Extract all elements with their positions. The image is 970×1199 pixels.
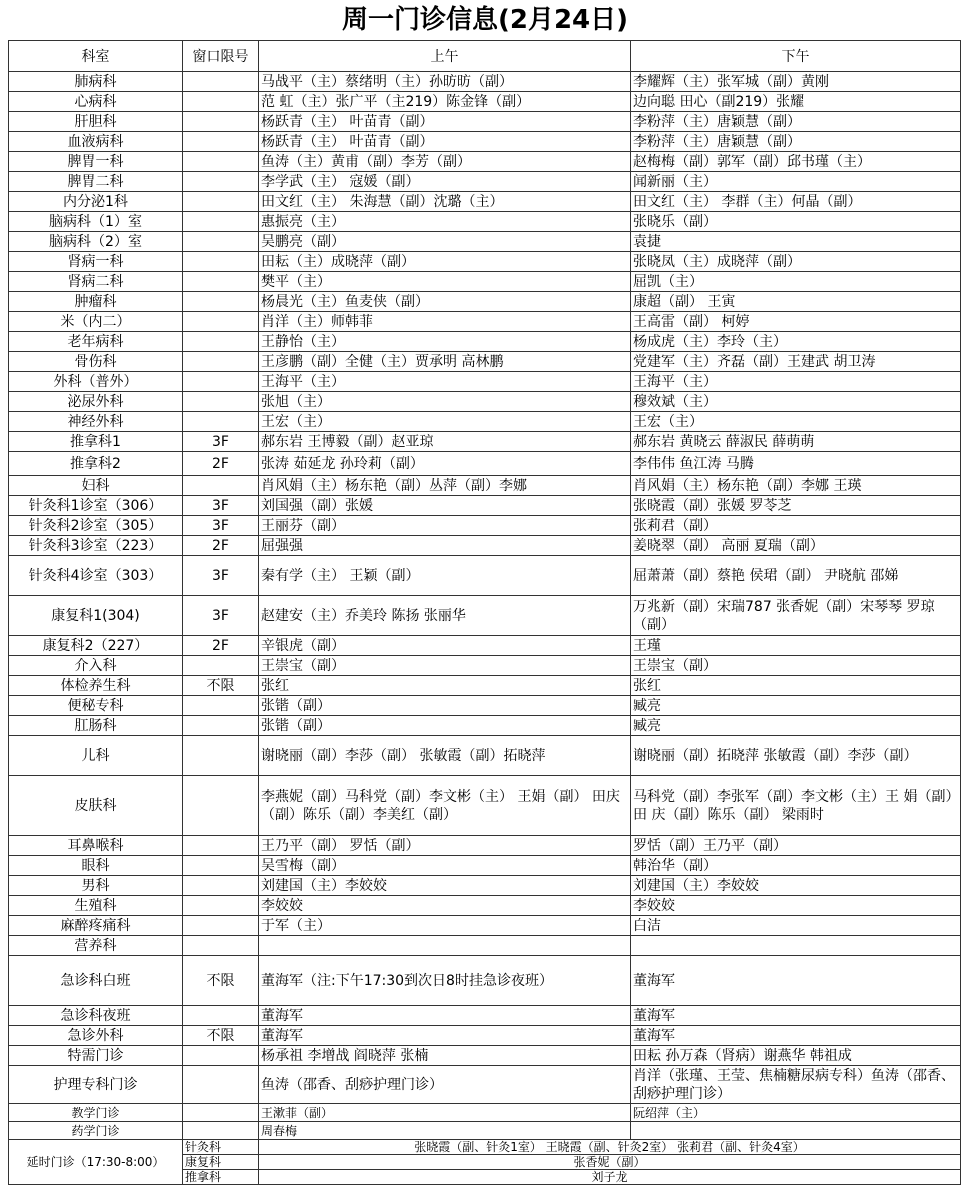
dept-cell: 心病科 [9, 92, 183, 112]
pm-cell: 田文红（主） 李群（主）何晶（副） [631, 192, 961, 212]
dept-cell: 药学门诊 [9, 1122, 183, 1140]
table-row [9, 636, 961, 656]
window-cell [183, 1066, 259, 1104]
am-cell: 屈强强 [259, 536, 631, 556]
dept-cell: 皮肤科 [9, 776, 183, 836]
am-cell: 李燕妮（副）马科党（副）李文彬（主） 王娟（副） 田庆（副）陈乐（副）李美红（副） [259, 776, 631, 836]
dept-cell: 耳鼻喉科 [9, 836, 183, 856]
window-cell [183, 312, 259, 332]
window-cell [183, 192, 259, 212]
evening-dept: 针灸科 [183, 1140, 259, 1155]
pm-cell: 边向聪 田心（副219）张耀 [631, 92, 961, 112]
dept-cell: 脾胃一科 [9, 152, 183, 172]
table-row [9, 876, 961, 896]
am-cell: 周春梅 [259, 1122, 631, 1140]
window-cell [183, 776, 259, 836]
col-header-window: 窗口限号 [183, 41, 259, 72]
evening-text: 张晓霞（副、针灸1室） 王晓霞（副、针灸2室） 张莉君（副、针灸4室） [259, 1140, 961, 1155]
table-row [9, 412, 961, 432]
window-cell: 不限 [183, 956, 259, 1006]
table-row [9, 916, 961, 936]
window-cell [183, 392, 259, 412]
schedule-table [8, 40, 961, 1185]
pm-cell: 袁捷 [631, 232, 961, 252]
table-row [9, 736, 961, 776]
pm-cell: 张莉君（副） [631, 516, 961, 536]
dept-cell: 针灸科3诊室（223） [9, 536, 183, 556]
window-cell [183, 476, 259, 496]
window-cell: 2F [183, 452, 259, 476]
pm-cell: 穆效斌（主） [631, 392, 961, 412]
window-cell [183, 1122, 259, 1140]
am-cell: 赵建安（主）乔美玲 陈扬 张丽华 [259, 596, 631, 636]
dept-cell: 针灸科2诊室（305） [9, 516, 183, 536]
pm-cell: 臧亮 [631, 696, 961, 716]
dept-cell: 推拿科2 [9, 452, 183, 476]
evening-dept: 康复科 [183, 1155, 259, 1170]
table-row [9, 332, 961, 352]
am-cell: 杨跃青（主） 叶苗青（副） [259, 132, 631, 152]
schedule-body [9, 72, 961, 1185]
table-row [9, 896, 961, 916]
table-row [9, 112, 961, 132]
window-cell [183, 372, 259, 392]
dept-cell: 急诊科夜班 [9, 1006, 183, 1026]
window-cell [183, 72, 259, 92]
am-cell: 谢晓丽（副）李莎（副） 张敏霞（副）拓晓萍 [259, 736, 631, 776]
window-cell: 3F [183, 496, 259, 516]
am-cell: 王漱菲（副） [259, 1104, 631, 1122]
am-cell: 郝东岩 王博毅（副）赵亚琼 [259, 432, 631, 452]
table-row [9, 212, 961, 232]
am-cell: 王乃平（副） 罗恬（副） [259, 836, 631, 856]
table-row [9, 856, 961, 876]
col-header-am: 上午 [259, 41, 631, 72]
am-cell: 吴雪梅（副） [259, 856, 631, 876]
window-cell [183, 272, 259, 292]
pm-cell: 李耀辉（主）张军城（副）黄刚 [631, 72, 961, 92]
am-cell: 樊平（主） [259, 272, 631, 292]
window-cell [183, 92, 259, 112]
pm-cell [631, 1122, 961, 1140]
pm-cell: 郝东岩 黄晓云 薛淑民 薛萌萌 [631, 432, 961, 452]
evening-text: 张香妮（副） [259, 1155, 961, 1170]
table-row [9, 656, 961, 676]
window-cell [183, 696, 259, 716]
table-row [9, 172, 961, 192]
window-cell [183, 292, 259, 312]
pm-cell: 张红 [631, 676, 961, 696]
am-cell: 刘国强（副）张媛 [259, 496, 631, 516]
window-cell [183, 916, 259, 936]
am-cell: 张红 [259, 676, 631, 696]
pm-cell: 李粉萍（主）唐颖慧（副） [631, 132, 961, 152]
evening-dept: 推拿科 [183, 1170, 259, 1185]
dept-cell: 针灸科4诊室（303） [9, 556, 183, 596]
am-cell: 王静怡（主） [259, 332, 631, 352]
am-cell: 范 虹（主）张广平（主219）陈金锋（副） [259, 92, 631, 112]
dept-cell: 神经外科 [9, 412, 183, 432]
am-cell: 肖洋（主）师韩菲 [259, 312, 631, 332]
table-row [9, 1026, 961, 1046]
am-cell: 张锴（副） [259, 716, 631, 736]
col-header-dept: 科室 [9, 41, 183, 72]
window-cell: 不限 [183, 676, 259, 696]
dept-cell: 康复科1(304) [9, 596, 183, 636]
dept-cell: 麻醉疼痛科 [9, 916, 183, 936]
table-row [9, 696, 961, 716]
dept-cell: 内分泌1科 [9, 192, 183, 212]
evening-text: 刘子龙 [259, 1170, 961, 1185]
pm-cell: 康超（副） 王寅 [631, 292, 961, 312]
header-row [9, 41, 961, 72]
dept-cell: 肾病一科 [9, 252, 183, 272]
table-row [9, 776, 961, 836]
am-cell: 张旭（主） [259, 392, 631, 412]
table-row [9, 432, 961, 452]
table-row [9, 252, 961, 272]
pm-cell: 闻新丽（主） [631, 172, 961, 192]
window-cell: 2F [183, 536, 259, 556]
table-row [9, 496, 961, 516]
pm-cell: 张晓凤（主）成晓萍（副） [631, 252, 961, 272]
dept-cell: 肿瘤科 [9, 292, 183, 312]
table-row [9, 596, 961, 636]
dept-cell: 肾病二科 [9, 272, 183, 292]
table-row [9, 676, 961, 696]
table-row [9, 716, 961, 736]
dept-cell: 脑病科（1）室 [9, 212, 183, 232]
am-cell: 张涛 茹延龙 孙玲莉（副） [259, 452, 631, 476]
am-cell: 田文红（主） 朱海慧（副）沈璐（主） [259, 192, 631, 212]
window-cell: 3F [183, 556, 259, 596]
table-row [9, 536, 961, 556]
am-cell: 王丽芬（副） [259, 516, 631, 536]
am-cell: 李学武（主） 寇媛（副） [259, 172, 631, 192]
am-cell: 刘建国（主）李姣姣 [259, 876, 631, 896]
window-cell: 3F [183, 596, 259, 636]
dept-cell: 男科 [9, 876, 183, 896]
dept-cell: 介入科 [9, 656, 183, 676]
window-cell [183, 412, 259, 432]
evening-row [9, 1140, 961, 1155]
pm-cell: 姜晓翠（副） 高丽 夏瑞（副） [631, 536, 961, 556]
table-row [9, 152, 961, 172]
window-cell [183, 232, 259, 252]
table-row [9, 272, 961, 292]
window-cell [183, 1046, 259, 1066]
dept-cell: 针灸科1诊室（306） [9, 496, 183, 516]
table-row [9, 1006, 961, 1026]
table-row [9, 92, 961, 112]
dept-cell: 脾胃二科 [9, 172, 183, 192]
dept-cell: 儿科 [9, 736, 183, 776]
pm-cell: 刘建国（主）李姣姣 [631, 876, 961, 896]
page-title: 周一门诊信息(2月24日) [341, 5, 629, 35]
window-cell [183, 112, 259, 132]
table-row [9, 392, 961, 412]
dept-cell: 泌尿外科 [9, 392, 183, 412]
table-row [9, 132, 961, 152]
pm-cell: 臧亮 [631, 716, 961, 736]
pm-cell: 王海平（主） [631, 372, 961, 392]
table-row [9, 476, 961, 496]
pm-cell: 罗恬（副）王乃平（副） [631, 836, 961, 856]
dept-cell: 肺病科 [9, 72, 183, 92]
window-cell: 3F [183, 516, 259, 536]
am-cell: 董海军（注:下午17:30到次日8时挂急诊夜班） [259, 956, 631, 1006]
am-cell: 马战平（主）蔡绪明（主）孙昉昉（副） [259, 72, 631, 92]
pm-cell: 肖洋（张瑾、王莹、焦楠糖尿病专科）鱼涛（邵香、刮痧护理门诊） [631, 1066, 961, 1104]
am-cell: 杨跃青（主） 叶苗青（副） [259, 112, 631, 132]
window-cell [183, 212, 259, 232]
am-cell: 张锴（副） [259, 696, 631, 716]
table-row [9, 452, 961, 476]
am-cell [259, 936, 631, 956]
am-cell: 王崇宝（副） [259, 656, 631, 676]
table-row [9, 516, 961, 536]
pm-cell: 王瑾 [631, 636, 961, 656]
dept-cell: 急诊外科 [9, 1026, 183, 1046]
pm-cell: 万兆新（副）宋瑞787 张香妮（副）宋琴琴 罗琼（副） [631, 596, 961, 636]
table-row [9, 556, 961, 596]
pm-cell: 阮绍萍（主） [631, 1104, 961, 1122]
table-row [9, 956, 961, 1006]
window-cell [183, 656, 259, 676]
pm-cell: 张晓乐（副） [631, 212, 961, 232]
dept-cell: 骨伤科 [9, 352, 183, 372]
am-cell: 杨承祖 李增战 阎晓萍 张楠 [259, 1046, 631, 1066]
dept-cell: 老年病科 [9, 332, 183, 352]
table-row [9, 312, 961, 332]
am-cell: 鱼涛（主）黄甫（副）李芳（副） [259, 152, 631, 172]
table-row [9, 352, 961, 372]
pm-cell: 董海军 [631, 956, 961, 1006]
dept-cell: 护理专科门诊 [9, 1066, 183, 1104]
pm-cell: 白洁 [631, 916, 961, 936]
pm-cell: 赵梅梅（副）郭军（副）邱书瑾（主） [631, 152, 961, 172]
dept-cell: 推拿科1 [9, 432, 183, 452]
window-cell [183, 716, 259, 736]
pm-cell: 王高雷（副） 柯婷 [631, 312, 961, 332]
pm-cell: 董海军 [631, 1026, 961, 1046]
dept-cell: 特需门诊 [9, 1046, 183, 1066]
am-cell: 李姣姣 [259, 896, 631, 916]
dept-cell: 肛肠科 [9, 716, 183, 736]
pm-cell: 田耘 孙万森（肾病）谢燕华 韩祖成 [631, 1046, 961, 1066]
window-cell [183, 352, 259, 372]
dept-cell: 生殖科 [9, 896, 183, 916]
table-row [9, 1066, 961, 1104]
window-cell: 3F [183, 432, 259, 452]
dept-cell: 肝胆科 [9, 112, 183, 132]
am-cell: 董海军 [259, 1026, 631, 1046]
table-row [9, 372, 961, 392]
pm-cell: 李粉萍（主）唐颖慧（副） [631, 112, 961, 132]
pm-cell: 张晓霞（副）张媛 罗苓芝 [631, 496, 961, 516]
dept-cell: 米（内二） [9, 312, 183, 332]
pm-cell: 王崇宝（副） [631, 656, 961, 676]
dept-cell: 体检养生科 [9, 676, 183, 696]
table-row [9, 836, 961, 856]
table-row [9, 1122, 961, 1140]
pm-cell: 董海军 [631, 1006, 961, 1026]
table-row [9, 232, 961, 252]
pm-cell: 屈萧萧（副）蔡艳 侯珺（副） 尹晓航 邵娣 [631, 556, 961, 596]
dept-cell: 妇科 [9, 476, 183, 496]
window-cell [183, 152, 259, 172]
evening-label: 延时门诊（17:30-8:00） [9, 1140, 183, 1185]
dept-cell: 外科（普外） [9, 372, 183, 392]
window-cell [183, 936, 259, 956]
dept-cell: 血液病科 [9, 132, 183, 152]
table-row [9, 936, 961, 956]
am-cell: 田耘（主）成晓萍（副） [259, 252, 631, 272]
pm-cell: 韩治华（副） [631, 856, 961, 876]
am-cell: 肖风娟（主）杨东艳（副）丛萍（副）李娜 [259, 476, 631, 496]
dept-cell: 眼科 [9, 856, 183, 876]
am-cell: 王彦鹏（副）全健（主）贾承明 高林鹏 [259, 352, 631, 372]
window-cell [183, 896, 259, 916]
window-cell [183, 1006, 259, 1026]
pm-cell: 马科党（副）李张军（副）李文彬（主）王 娟（副）田 庆（副）陈乐（副） 梁雨时 [631, 776, 961, 836]
window-cell [183, 876, 259, 896]
pm-cell: 杨成虎（主）李玲（主） [631, 332, 961, 352]
pm-cell: 党建军（主）齐磊（副）王建武 胡卫涛 [631, 352, 961, 372]
window-cell [183, 172, 259, 192]
am-cell: 惠振亮（主） [259, 212, 631, 232]
dept-cell: 脑病科（2）室 [9, 232, 183, 252]
pm-cell [631, 936, 961, 956]
table-row [9, 1046, 961, 1066]
window-cell [183, 252, 259, 272]
window-cell [183, 736, 259, 776]
pm-cell: 王宏（主） [631, 412, 961, 432]
pm-cell: 李姣姣 [631, 896, 961, 916]
pm-cell: 谢晓丽（副）拓晓萍 张敏霞（副）李莎（副） [631, 736, 961, 776]
am-cell: 鱼涛（邵香、刮痧护理门诊） [259, 1066, 631, 1104]
am-cell: 于军（主） [259, 916, 631, 936]
dept-cell: 康复科2（227） [9, 636, 183, 656]
table-row [9, 192, 961, 212]
table-row [9, 1104, 961, 1122]
am-cell: 王海平（主） [259, 372, 631, 392]
am-cell: 杨晨光（主）鱼麦侠（副） [259, 292, 631, 312]
pm-cell: 肖风娟（主）杨东艳（副）李娜 王瑛 [631, 476, 961, 496]
window-cell: 不限 [183, 1026, 259, 1046]
window-cell [183, 132, 259, 152]
table-row [9, 72, 961, 92]
dept-cell: 营养科 [9, 936, 183, 956]
am-cell: 辛银虎（副） [259, 636, 631, 656]
am-cell: 王宏（主） [259, 412, 631, 432]
dept-cell: 急诊科白班 [9, 956, 183, 1006]
window-cell [183, 856, 259, 876]
table-row [9, 292, 961, 312]
am-cell: 吴鹏亮（副） [259, 232, 631, 252]
col-header-pm: 下午 [631, 41, 961, 72]
dept-cell: 便秘专科 [9, 696, 183, 716]
window-cell: 2F [183, 636, 259, 656]
window-cell [183, 836, 259, 856]
am-cell: 董海军 [259, 1006, 631, 1026]
window-cell [183, 332, 259, 352]
pm-cell: 屈凯（主） [631, 272, 961, 292]
window-cell [183, 1104, 259, 1122]
pm-cell: 李伟伟 鱼江涛 马腾 [631, 452, 961, 476]
dept-cell: 教学门诊 [9, 1104, 183, 1122]
am-cell: 秦有学（主） 王颖（副） [259, 556, 631, 596]
